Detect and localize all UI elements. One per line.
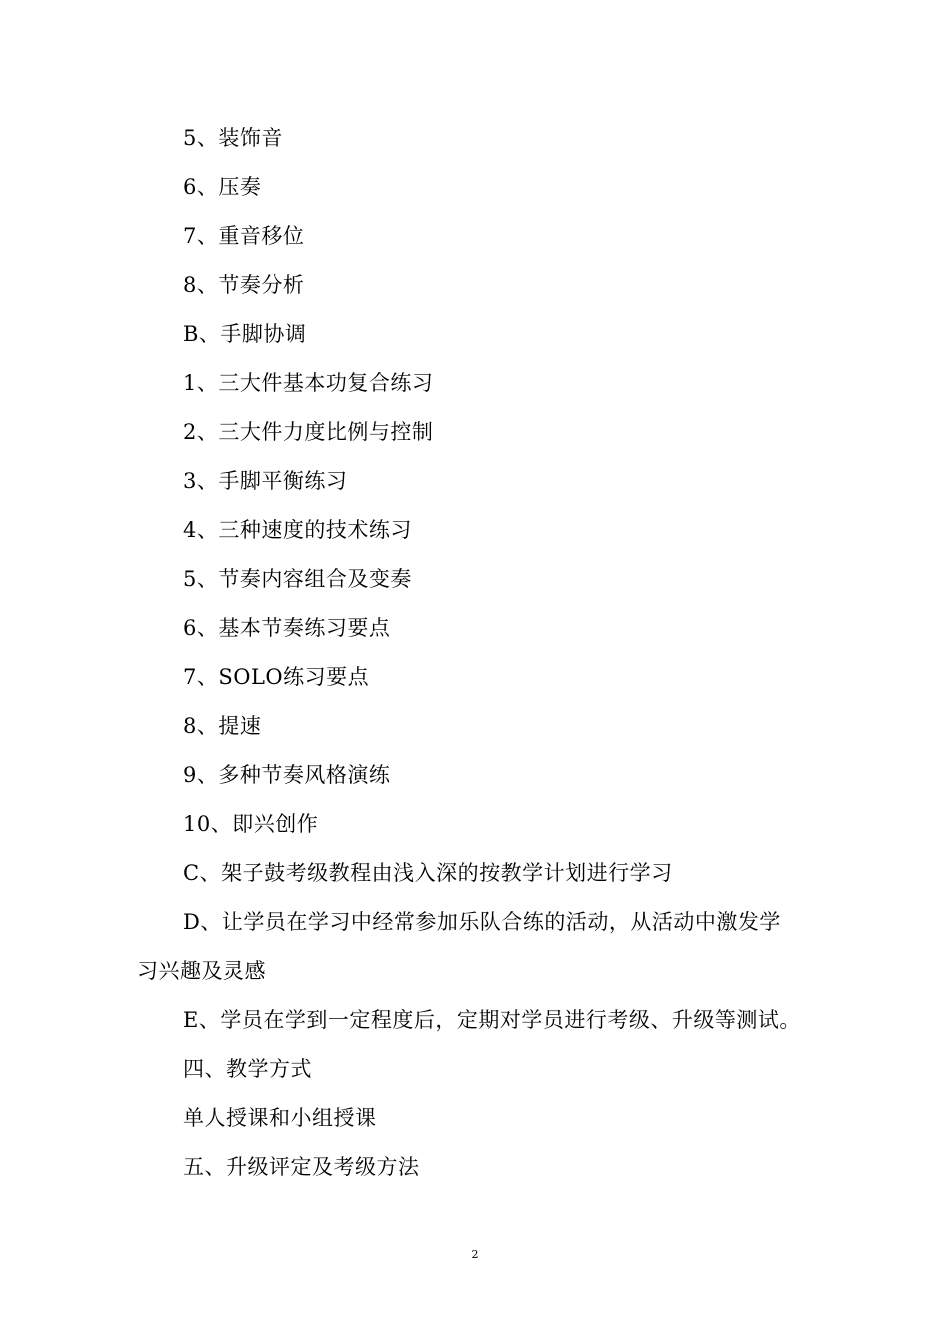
text-line: 8、节奏分析 [183, 273, 305, 297]
text-line: 4、三种速度的技术练习 [183, 518, 412, 542]
text-line: 5、节奏内容组合及变奏 [183, 567, 412, 591]
section-heading: 五、升级评定及考级方法 [183, 1155, 420, 1179]
page-number: 2 [471, 1248, 479, 1261]
text-line: 1、三大件基本功复合练习 [183, 371, 434, 395]
text-line: 6、压奏 [183, 175, 262, 199]
section-heading: 四、教学方式 [183, 1057, 312, 1081]
section-paragraph: C、架子鼓考级教程由浅入深的按教学计划进行学习 [183, 861, 673, 885]
text-line: 8、提速 [183, 714, 262, 738]
text-line: 7、重音移位 [183, 224, 305, 248]
text-line: 6、基本节奏练习要点 [183, 616, 391, 640]
section-heading: B、手脚协调 [183, 322, 307, 346]
text-line: 10、即兴创作 [183, 812, 319, 836]
text-line: 5、装饰音 [183, 126, 283, 150]
text-line: 3、手脚平衡练习 [183, 469, 348, 493]
text-line: 2、三大件力度比例与控制 [183, 420, 434, 444]
text-line: 7、SOLO练习要点 [183, 665, 370, 689]
section-paragraph-continuation: 习兴趣及灵感 [137, 959, 266, 983]
text-line: 9、多种节奏风格演练 [183, 763, 391, 787]
section-paragraph: E、学员在学到一定程度后，定期对学员进行考级、升级等测试。 [183, 1008, 801, 1032]
section-paragraph: D、让学员在学习中经常参加乐队合练的活动，从活动中激发学 [183, 910, 781, 934]
text-line: 单人授课和小组授课 [183, 1106, 377, 1130]
